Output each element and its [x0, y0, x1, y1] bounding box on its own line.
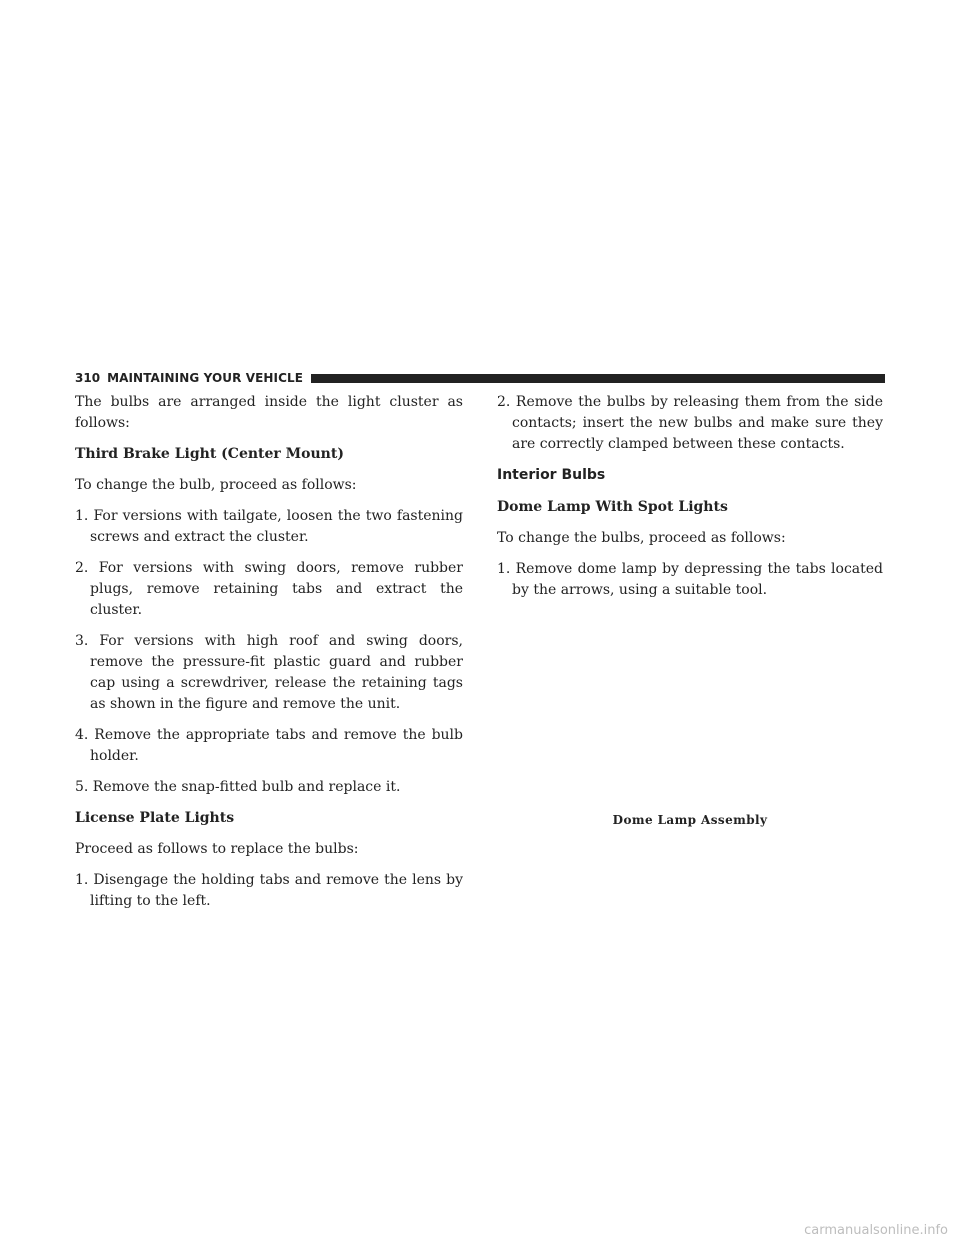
section-title: MAINTAINING YOUR VEHICLE	[107, 371, 304, 385]
license-intro: Proceed as follows to replace the bulbs:	[75, 841, 359, 857]
list-item: 1. Disengage the holding tabs and remove the lens by lifting to the left.	[75, 872, 463, 909]
right-column	[497, 392, 883, 611]
list-item: 3. For versions with high roof and swing doors, remove the pressure-fit plastic guard and rubber cap using a screwdriver, release the retaining tags as shown in the figure and remove the unit.	[75, 633, 463, 712]
intro-paragraph: The bulbs are arranged inside the light cluster as follows:	[75, 394, 463, 431]
page-header	[75, 370, 885, 386]
page-number: 310	[75, 371, 101, 385]
list-item: 2. For versions with swing doors, remove rubber plugs, remove retaining tabs and extract the cluster.	[75, 560, 463, 618]
list-item: 4. Remove the appropriate tabs and remove the bulb holder.	[75, 727, 463, 764]
interior-bulbs-heading: Interior Bulbs	[497, 467, 606, 483]
dome-lamp-heading: Dome Lamp With Spot Lights	[497, 499, 728, 515]
third-brake-intro: To change the bulb, proceed as follows:	[75, 477, 357, 493]
license-heading: License Plate Lights	[75, 810, 235, 826]
left-column	[75, 392, 463, 922]
watermark: carmanualsonline.info	[804, 1222, 948, 1238]
list-item: 2. Remove the bulbs by releasing them from the side contacts; insert the new bulbs and make sure they are correctly clamped between these contacts.	[497, 394, 883, 452]
list-item: 1. For versions with tailgate, loosen the two fastening screws and extract the cluster.	[75, 508, 463, 545]
header-rule	[311, 374, 885, 383]
list-item: 5. Remove the snap-fitted bulb and replace it.	[75, 779, 401, 795]
third-brake-heading: Third Brake Light (Center Mount)	[75, 446, 344, 462]
dome-lamp-figure	[497, 595, 883, 800]
list-item: 1. Remove dome lamp by depressing the tabs located by the arrows, using a suitable tool.	[497, 561, 883, 598]
figure-caption: Dome Lamp Assembly	[612, 813, 768, 827]
dome-lamp-intro: To change the bulbs, proceed as follows:	[497, 530, 786, 546]
